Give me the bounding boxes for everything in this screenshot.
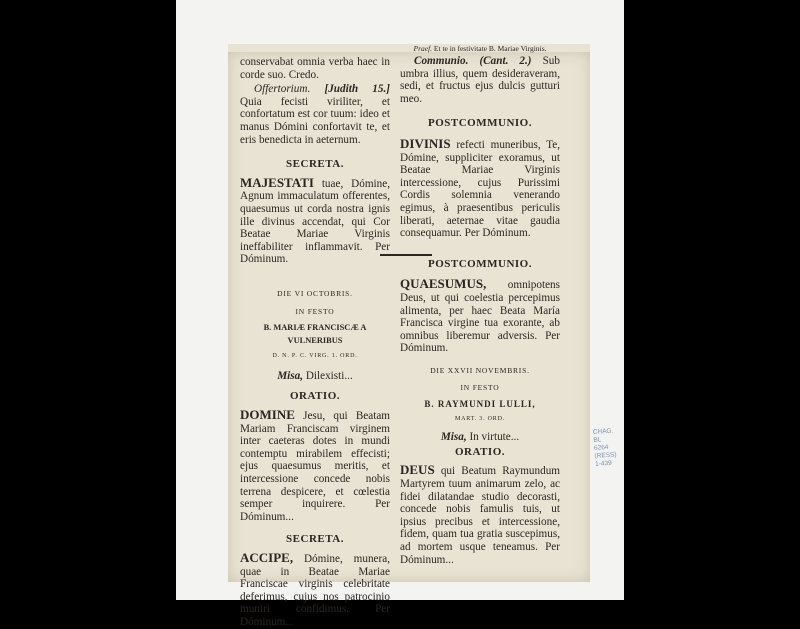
postcommunio-2-title: POSTCOMMUNIO. (428, 257, 532, 270)
feast-1-in: IN FESTO (295, 306, 335, 316)
secreta-1-dropword: MAJESTATI (240, 174, 314, 190)
offertorium-text: Quia fecisti viriliter, et confortatum est cor tuum: ideo et manus Dómini confortavit te, et eris benedicta in aeternum. (240, 95, 390, 146)
archive-stamp (593, 427, 622, 469)
stamp-line-1: CHAG. (592, 427, 614, 436)
stamp-line-4: (RESS) (594, 451, 617, 460)
oratio-2-text: qui Beatum Raymundum Martyrem tuum animarum zelo, ac fidei dilatandae studio decorasti, concede nobis famulis tuis, ut ipsius precibus et intercessione, fidem, quam tua gratia suscepimus, ad mortem usque teneamus. Per Dóminum... (400, 465, 560, 566)
oratio-1-title: ORATIO. (289, 390, 341, 403)
offertorium-block (240, 83, 390, 146)
oratio-1-text: Jesu, qui Beatam Mariam Franciscam virginem inter caeteras dotes in mundi contemptu mirabilem effecisti; ejus quaesumus meritis, et intercessione concede nobis terrena despicere, et cœlestia semper inquirere. Per Dóminum... (240, 410, 391, 523)
postcommunio-2-block (400, 278, 560, 355)
secreta-1-text: tuae, Dómine, Agnum immaculatum offerentes, quaesumus ut corda nostra ignis ille divinus accendat, qui Cor Beatae Mariae Virginis ineffabiliter inflammavit. Per Dóminum. (240, 177, 390, 266)
oratio-2-dropword: DEUS (400, 462, 435, 478)
missa-1 (240, 370, 390, 383)
postcommunio-1-dropword: DIVINIS (400, 135, 451, 151)
oratio-1-block (240, 409, 390, 523)
communio-text: Sub umbra illius, quem desideraveram, sedi, et fructus ejus dulcis gutturi meo. (400, 55, 560, 105)
missa-2-text: In virtute... (469, 431, 520, 444)
postcommunio-2-text: omnipotens Deus, ut qui coelestia percepimus alimenta, per haec Beata María Francisca virgine tua exorante, ab omnibus liberemur adversis. Per Dóminum. (400, 279, 560, 355)
right-column (400, 44, 560, 566)
left-column (240, 56, 390, 629)
secreta-1-block (240, 174, 390, 266)
praefatio-text: Et te in festivitate B. Mariae Virginis. (433, 44, 547, 53)
communio-ref: (Cant. 2.) (479, 55, 532, 67)
feast-2-date: DIE XXVII NOVEMBRIS. (430, 365, 530, 375)
missa-2-label: Misa, (440, 431, 467, 444)
postcommunio-1-block (400, 135, 561, 240)
missa-2 (400, 431, 560, 444)
stamp-line-3: 6264 (593, 443, 609, 452)
missa-1-label: Misa, (277, 369, 304, 382)
missa-1-text: Dilexisti... (305, 369, 353, 382)
postcommunio-1-title: POSTCOMMUNIO. (428, 117, 532, 130)
postcommunio-2-dropword: QUAESUMUS, (400, 276, 487, 292)
feast-2-name: B. RAYMUNDI LULLI, (424, 399, 536, 410)
praefatio-line (400, 44, 560, 53)
feast-1-name: B. MARIÆ FRANCISCÆ A VULNERIBUS (263, 323, 367, 345)
communio-label: Communio. (414, 55, 469, 67)
secreta-2-block (240, 552, 390, 629)
oratio-1-dropword: DOMINE (240, 407, 295, 423)
secreta-2-dropword: ACCIPE, (240, 550, 294, 565)
oratio-2-block (400, 464, 560, 566)
stamp-line-5: 1-439 (594, 459, 612, 468)
communio-block (400, 55, 560, 105)
secreta-2-text: Dómine, munera, quae in Beatae Mariae Franciscae virginis celebritate deferimus, cujus nos patrocinio muniri confidimus. Per Dóminum... (240, 553, 390, 628)
left-para-1: conservabat omnia verba haec in corde suo. Credo. (240, 56, 390, 81)
postcommunio-1-text: refecti muneribus, Te, Dómine, suppliciter exoramus, ut Beatae Mariae Virginis intercessione, cujus Purissimi Cordis solemnia venerando egimus, à praesentibus periculis liberati, aeternae vitae gaudia consequamur. Per Dóminum. (400, 138, 561, 240)
secreta-1-title: SECRETA. (286, 158, 344, 171)
offertorium-ref: [Judith 15.] (324, 83, 390, 96)
praefatio-label: Praef. (413, 44, 433, 53)
feast-2-in: IN FESTO (460, 383, 500, 393)
feast-2-order: MART. 3. ORD. (454, 415, 506, 422)
secreta-2-title: SECRETA. (286, 533, 344, 546)
feast-1-date: DIE VI OCTOBRIS. (277, 288, 353, 298)
feast-1-order: D. N. P. C. VIRG. 1. ORD. (272, 353, 358, 360)
stamp-line-2: BL (593, 436, 602, 444)
oratio-2-title: ORATIO. (454, 445, 506, 458)
offertorium-label: Offertorium. (254, 83, 311, 96)
